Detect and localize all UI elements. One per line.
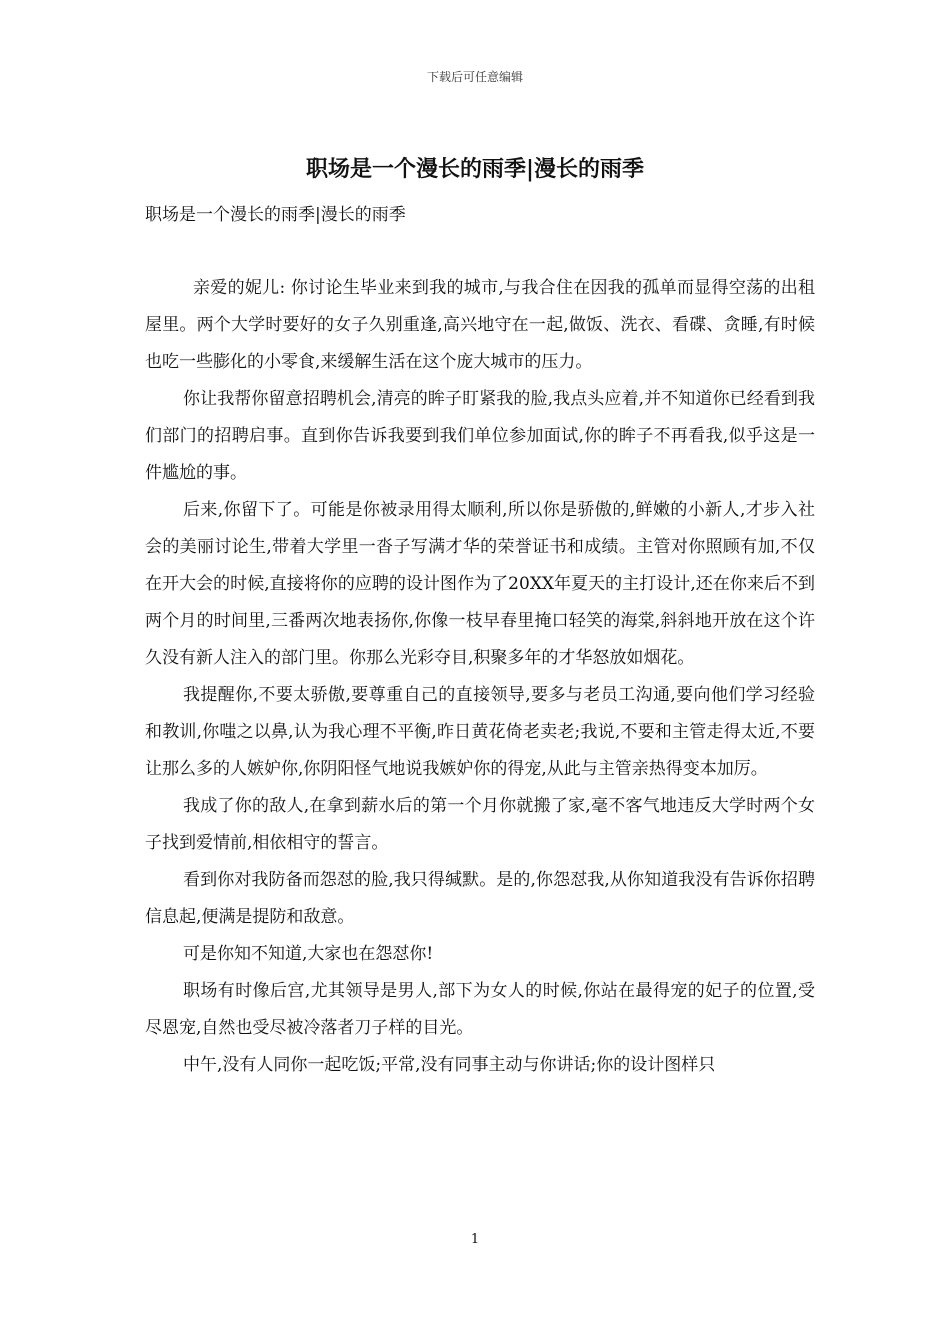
paragraph: 职场有时像后宫,尤其领导是男人,部下为女人的时候,你站在最得宠的妃子的位置,受尽恩宠,自然也受尽被冷落者刀子样的目光。 <box>145 981 815 1038</box>
paragraph: 看到你对我防备而怨怼的脸,我只得缄默。是的,你怨怼我,从你知道我没有告诉你招聘信息起,便满是提防和敌意。 <box>145 870 815 927</box>
body-text <box>145 270 815 1084</box>
document-subtitle: 职场是一个漫长的雨季|漫长的雨季 <box>145 205 406 225</box>
page-number: 1 <box>470 1232 480 1247</box>
paragraph: 中午,没有人同你一起吃饭;平常,没有同事主动与你讲话;你的设计图样只 <box>183 1055 716 1075</box>
header-note: 下载后可任意编辑 <box>426 70 523 84</box>
paragraph: 我提醒你,不要太骄傲,要尊重自己的直接领导,要多与老员工沟通,要向他们学习经验和教训,你嗤之以鼻,认为我心理不平衡,昨日黄花倚老卖老;我说,不要和主管走得太近,不要让那么多的人嫉妒你,你阴阳怪气地说我嫉妒你的得宠,从此与主管亲热得变本加厉。 <box>145 685 815 779</box>
document-title: 职场是一个漫长的雨季|漫长的雨季 <box>305 156 644 182</box>
paragraph: 你让我帮你留意招聘机会,清亮的眸子盯紧我的脸,我点头应着,并不知道你已经看到我们部门的招聘启事。直到你告诉我要到我们单位参加面试,你的眸子不再看我,似乎这是一件尴尬的事。 <box>145 389 815 483</box>
paragraph: 我成了你的敌人,在拿到薪水后的第一个月你就搬了家,毫不客气地违反大学时两个女子找到爱情前,相依相守的誓言。 <box>145 796 815 853</box>
paragraph: 可是你知不知道,大家也在怨怼你! <box>183 944 434 964</box>
paragraph: 后来,你留下了。可能是你被录用得太顺利,所以你是骄傲的,鲜嫩的小新人,才步入社会的美丽讨论生,带着大学里一沓子写满才华的荣誉证书和成绩。主管对你照顾有加,不仅在开大会的时候,直接将你的应聘的设计图作为了20XX年夏天的主打设计,还在你来后不到两个月的时间里,三番两次地表扬你,你像一枝早春里掩口轻笑的海棠,斜斜地开放在这个许久没有新人注入的部门里。你那么光彩夺目,积聚多年的才华怒放如烟花。 <box>145 500 815 668</box>
paragraph: 亲爱的妮儿: 你讨论生毕业来到我的城市,与我合住在因我的孤单而显得空荡的出租屋里。两个大学时要好的女子久别重逢,高兴地守在一起,做饭、洗衣、看碟、贪睡,有时候也吃一些膨化的小零食,来缓解生活在这个庞大城市的压力。 <box>145 278 815 372</box>
